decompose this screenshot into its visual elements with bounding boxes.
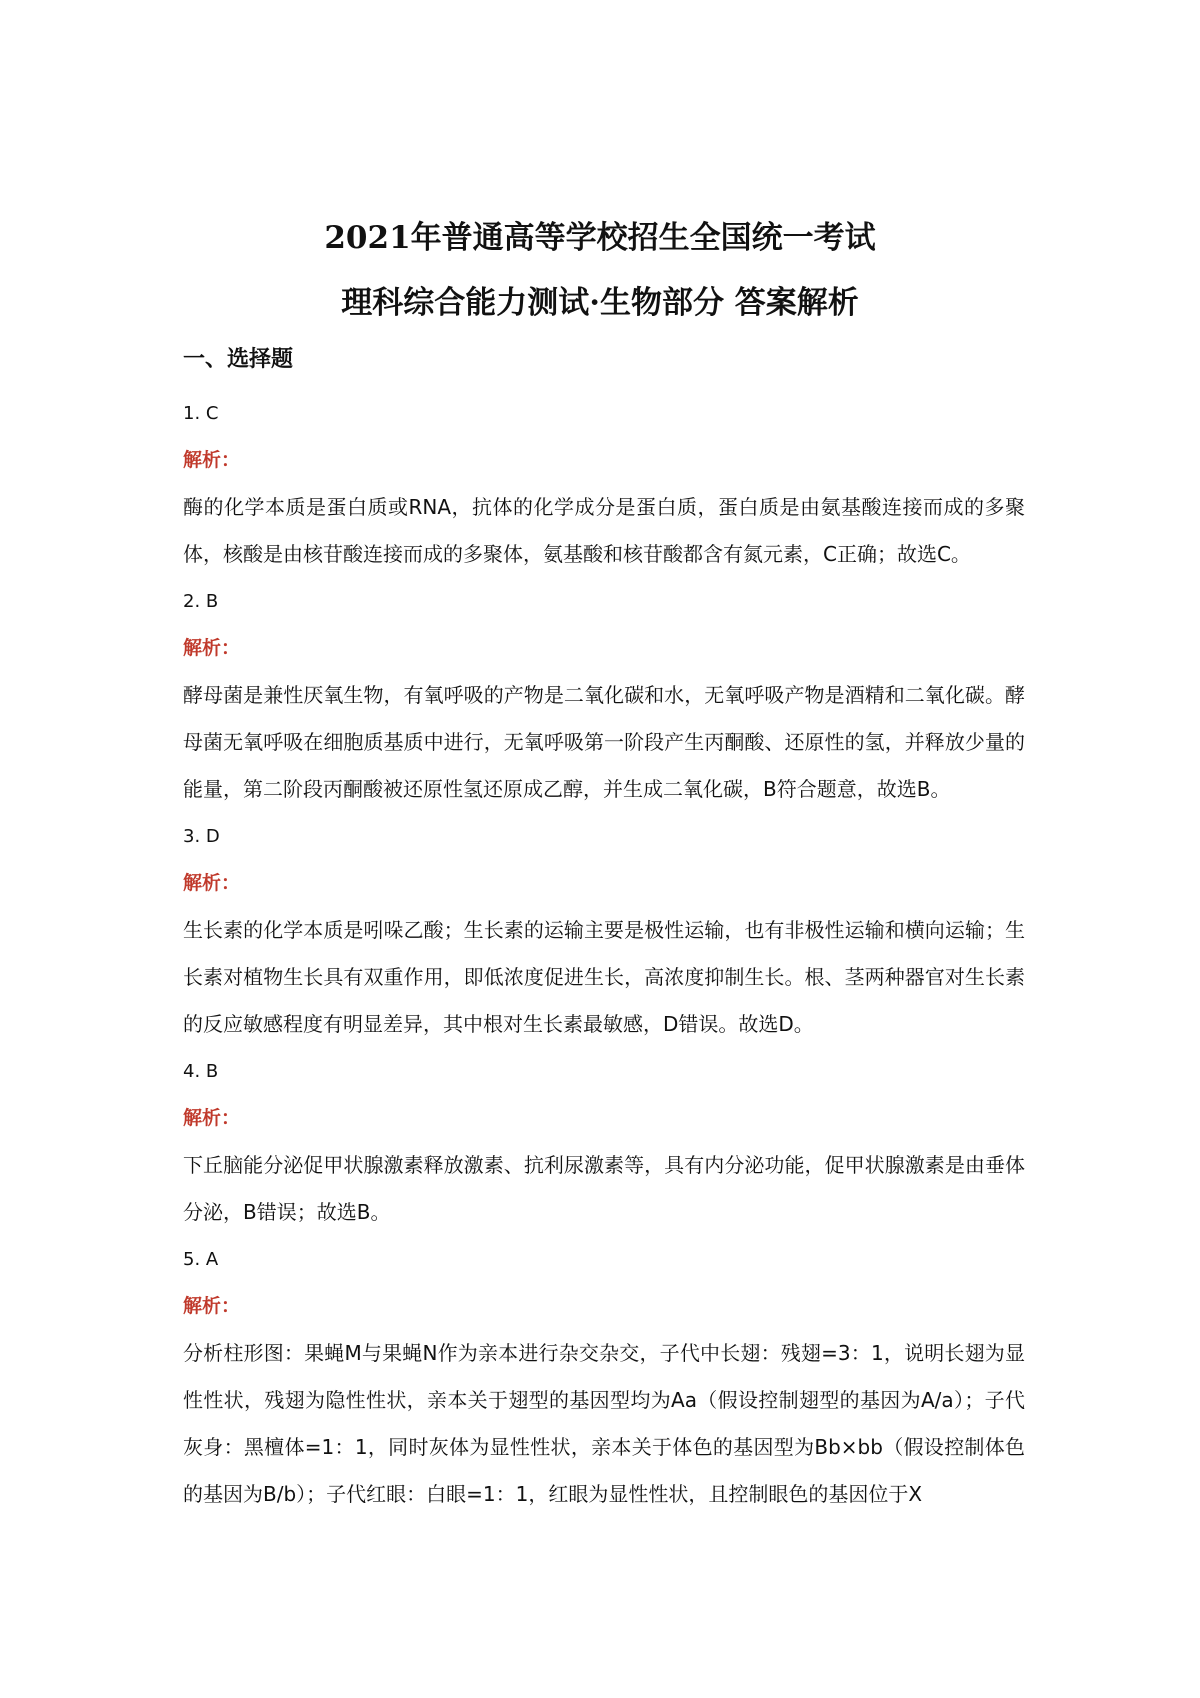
question-5-explanation: 分析柱形图：果蝇M与果蝇N作为亲本进行杂交杂交，子代中长翅：残翅=3：1，说明长翅为显性性状，残翅为隐性性状，亲本关于翅型的基因型均为Aa（假设控制翅型的基因为A/a）；子代灰身：黑檀体=1：1，同时灰体为显性性状，亲本关于体色的基因型为Bb×bb（假设控制体色的基因为B/b）；子代红眼：白眼=1：1，红眼为显性性状，且控制眼色的基因位于X	[183, 1341, 1025, 1506]
question-3-explanation: 生长素的化学本质是吲哚乙酸；生长素的运输主要是极性运输，也有非极性运输和横向运输；生长素对植物生长具有双重作用，即低浓度促进生长，高浓度抑制生长。根、茎两种器官对生长素的反应敏感程度有明显差异，其中根对生长素最敏感，D错误。故选D。	[183, 918, 1025, 1036]
answer-content	[183, 340, 1025, 1518]
question-2-explanation: 酵母菌是兼性厌氧生物，有氧呼吸的产物是二氧化碳和水，无氧呼吸产物是酒精和二氧化碳。酵母菌无氧呼吸在细胞质基质中进行，无氧呼吸第一阶段产生丙酮酸、还原性的氢，并释放少量的能量，第二阶段丙酮酸被还原性氢还原成乙醇，并生成二氧化碳，B符合题意，故选B。	[183, 683, 1025, 801]
question-1-label: 解析：	[183, 449, 241, 471]
question-5-answer: 5. A	[183, 1249, 219, 1270]
question-5-label: 解析：	[183, 1295, 241, 1317]
question-4-answer: 4. B	[183, 1061, 219, 1082]
question-3-answer: 3. D	[183, 826, 220, 847]
question-2-label: 解析：	[183, 637, 241, 659]
question-1-explanation: 酶的化学本质是蛋白质或RNA，抗体的化学成分是蛋白质，蛋白质是由氨基酸连接而成的多聚体，核酸是由核苷酸连接而成的多聚体，氨基酸和核苷酸都含有氮元素，C正确；故选C。	[183, 495, 1025, 566]
document-subtitle: 理科综合能力测试·生物部分 答案解析	[341, 285, 859, 321]
question-3-label: 解析：	[183, 872, 241, 894]
question-2-answer: 2. B	[183, 591, 219, 612]
document-title: 2021年普通高等学校招生全国统一考试	[324, 220, 876, 256]
question-1-answer: 1. C	[183, 403, 219, 424]
section-heading: 一、选择题	[183, 347, 294, 372]
question-4-label: 解析：	[183, 1107, 241, 1129]
question-4-explanation: 下丘脑能分泌促甲状腺激素释放激素、抗利尿激素等，具有内分泌功能，促甲状腺激素是由垂体分泌，B错误；故选B。	[183, 1153, 1025, 1224]
